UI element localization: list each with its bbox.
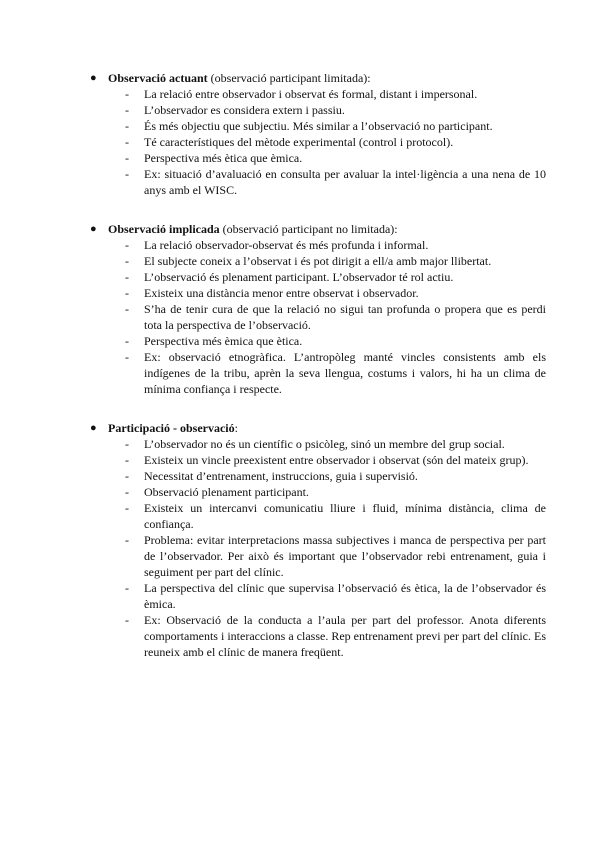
- dash-icon: -: [125, 135, 129, 149]
- section-subtitle: (observació participant no limitada):: [219, 222, 398, 236]
- dash-icon: -: [125, 238, 129, 252]
- section-heading: [92, 420, 546, 436]
- dash-icon: -: [125, 501, 129, 515]
- list-item: - Ex: observació etnogràfica. L’antropòleg manté vincles consistents amb els indígenes de la tribu, aprèn la seva llengua, costums i valors, hi ha un clima de mínima confiança i respecte.: [125, 350, 546, 396]
- section-observacio-implicada: [92, 221, 546, 397]
- section-title: Observació actuant: [108, 71, 208, 85]
- dash-icon: -: [125, 469, 129, 483]
- dash-icon: -: [125, 254, 129, 268]
- list-item: - Perspectiva més ètica que èmica.: [125, 151, 303, 165]
- document-content: [92, 70, 546, 683]
- dash-icon: -: [125, 485, 129, 499]
- dash-icon: -: [125, 119, 129, 133]
- dash-icon: -: [125, 581, 129, 595]
- dash-icon: -: [125, 167, 129, 181]
- dash-icon: -: [125, 87, 129, 101]
- section-participacio-observacio: [92, 420, 546, 660]
- list-item: - Té característiques del mètode experimental (control i protocol).: [125, 135, 454, 149]
- section-heading: [92, 70, 546, 86]
- item-list: [92, 86, 546, 198]
- list-item: - Existeix una distància menor entre observat i observador.: [125, 286, 419, 300]
- list-item: - L’observació és plenament participant. L’observador té rol actiu.: [125, 270, 454, 284]
- bullet-icon: ●: [90, 223, 97, 235]
- section-title: Observació implicada: [108, 222, 220, 236]
- section-observacio-actuant: [92, 70, 546, 198]
- dash-icon: -: [125, 350, 129, 364]
- section-subtitle: :: [234, 421, 238, 435]
- dash-icon: -: [125, 334, 129, 348]
- list-item: - Ex: situació d’avaluació en consulta per avaluar la intel·ligència a una nena de 10 anys amb el WISC.: [125, 167, 546, 197]
- list-item: - L’observador no és un científic o psicòleg, sinó un membre del grup social.: [125, 437, 505, 451]
- bullet-icon: ●: [90, 422, 97, 434]
- list-item: - Problema: evitar interpretacions massa subjectives i manca de perspectiva per part de l’observador. Per això és important que l’observador rebi entrenament, guia i seguiment per part del clínic.: [125, 533, 546, 579]
- dash-icon: -: [125, 103, 129, 117]
- list-item: - Perspectiva més èmica que ètica.: [125, 334, 303, 348]
- bullet-icon: ●: [90, 72, 97, 84]
- list-item: - Necessitat d’entrenament, instruccions, guia i supervisió.: [125, 469, 418, 483]
- dash-icon: -: [125, 286, 129, 300]
- list-item: - L’observador es considera extern i passiu.: [125, 103, 345, 117]
- dash-icon: -: [125, 533, 129, 547]
- list-item: - S’ha de tenir cura de que la relació no sigui tan profunda o propera que es perdi tota la perspectiva de l’observació.: [125, 302, 546, 332]
- list-item: - La relació observador-observat és més profunda i informal.: [125, 238, 429, 252]
- list-item: - Existeix un vincle preexistent entre observador i observat (són del mateix grup).: [125, 453, 529, 467]
- list-item: - És més objectiu que subjectiu. Més similar a l’observació no participant.: [125, 119, 493, 133]
- dash-icon: -: [125, 151, 129, 165]
- list-item: - Observació plenament participant.: [125, 485, 309, 499]
- dash-icon: -: [125, 453, 129, 467]
- list-item: - La relació entre observador i observat és formal, distant i impersonal.: [125, 87, 478, 101]
- dash-icon: -: [125, 302, 129, 316]
- section-heading: [92, 221, 546, 237]
- list-item: - La perspectiva del clínic que supervisa l’observació és ètica, la de l’observador és èmica.: [125, 581, 546, 611]
- dash-icon: -: [125, 437, 129, 451]
- dash-icon: -: [125, 270, 129, 284]
- item-list: [92, 436, 546, 660]
- section-title: Participació - observació: [108, 421, 235, 435]
- item-list: [92, 237, 546, 397]
- section-subtitle: (observació participant limitada):: [207, 71, 371, 85]
- dash-icon: -: [125, 613, 129, 627]
- list-item: - Ex: Observació de la conducta a l’aula per part del professor. Anota diferents comportaments i interaccions a classe. Rep entrenament previ per part del clínic. Es reuneix amb el clínic de manera freqüent.: [125, 613, 546, 659]
- list-item: - Existeix un intercanvi comunicatiu lliure i fluid, mínima distància, clima de confiança.: [125, 501, 546, 531]
- list-item: - El subjecte coneix a l’observat i és pot dirigit a ell/a amb major llibertat.: [125, 254, 492, 268]
